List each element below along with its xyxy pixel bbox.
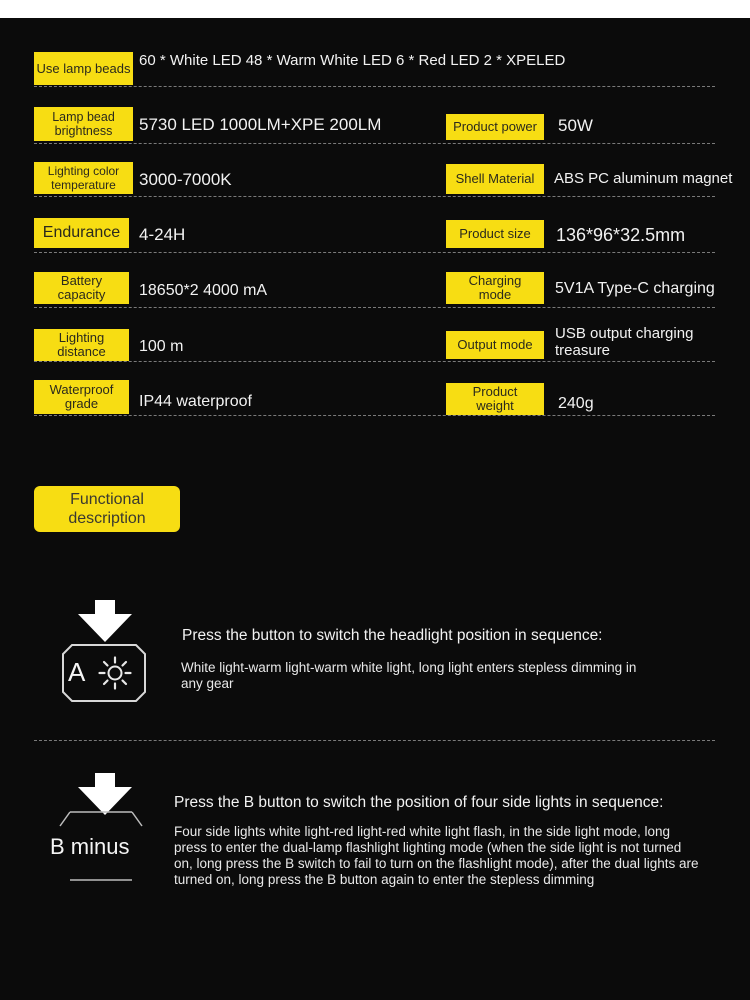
spec-row-endurance [34,216,715,253]
mode-b-button-label: B minus [50,834,130,859]
spec-label-color-temp: Lighting color temperature [34,162,133,194]
mode-a-letter: A [68,657,86,687]
mode-a-button-icon [62,644,146,702]
spec-value-distance: 100 m [139,338,184,355]
spec-label-output: Output mode [446,331,544,359]
spec-value-waterproof: IP44 waterproof [139,393,252,410]
spec-value-output: USB output charging treasure [555,325,694,359]
spec-row-color-temp [34,160,733,197]
spec-row-waterproof [34,379,715,416]
spec-label-battery: Battery capacity [34,272,129,304]
spec-row-brightness [34,107,715,144]
functional-description-badge: Functional description [34,486,180,532]
spec-page [0,18,750,1000]
spec-row-battery [34,271,715,308]
spec-value-charging: 5V1A Type-C charging [555,280,715,297]
spec-value-lamp-beads: 60 * White LED 48 * Warm White LED 6 * Red LED 2 * XPELED [139,52,566,69]
spec-row-lamp-beads [34,50,715,87]
mode-b-title: Press the B button to switch the position of four side lights in sequence: [174,794,664,811]
spec-row-distance [34,325,715,362]
section-divider [34,740,715,741]
spec-label-endurance: Endurance [34,218,129,248]
spec-value-weight: 240g [558,395,594,412]
spec-value-shell: ABS PC aluminum magnet [554,170,733,187]
spec-label-shell: Shell Material [446,164,544,194]
mode-b-description: Four side lights white light-red light-red white light flash, in the side light mode, long press to enter the dual-lamp flashlight lighting mode (when the side light is not turned on, long press the B switch to fail to turn on the flashlight mode), after the dual lights are turned on, long press the B button again to enter the stepless dimming [174,824,699,887]
spec-label-distance: Lighting distance [34,329,129,361]
spec-label-lamp-beads: Use lamp beads [34,52,133,85]
sun-icon [98,656,132,690]
spec-label-charging: Charging mode [446,272,544,304]
spec-value-power: 50W [558,116,593,135]
spec-value-size: 136*96*32.5mm [556,225,686,245]
mode-a-title: Press the button to switch the headlight position in sequence: [182,627,603,644]
mode-a-description: White light-warm light-warm white light, long light enters stepless dimming in any gear [181,660,637,691]
spec-label-weight: Product weight [446,383,544,415]
spec-value-battery: 18650*2 4000 mA [139,282,268,299]
spec-label-size: Product size [446,220,544,248]
spec-value-color-temp: 3000-7000K [139,170,232,189]
spec-value-endurance: 4-24H [139,225,186,244]
spec-value-brightness: 5730 LED 1000LM+XPE 200LM [139,115,382,134]
down-arrow-icon [78,600,132,642]
spec-label-power: Product power [446,114,544,140]
spec-label-brightness: Lamp bead brightness [34,107,133,141]
spec-label-waterproof: Waterproof grade [34,380,129,414]
